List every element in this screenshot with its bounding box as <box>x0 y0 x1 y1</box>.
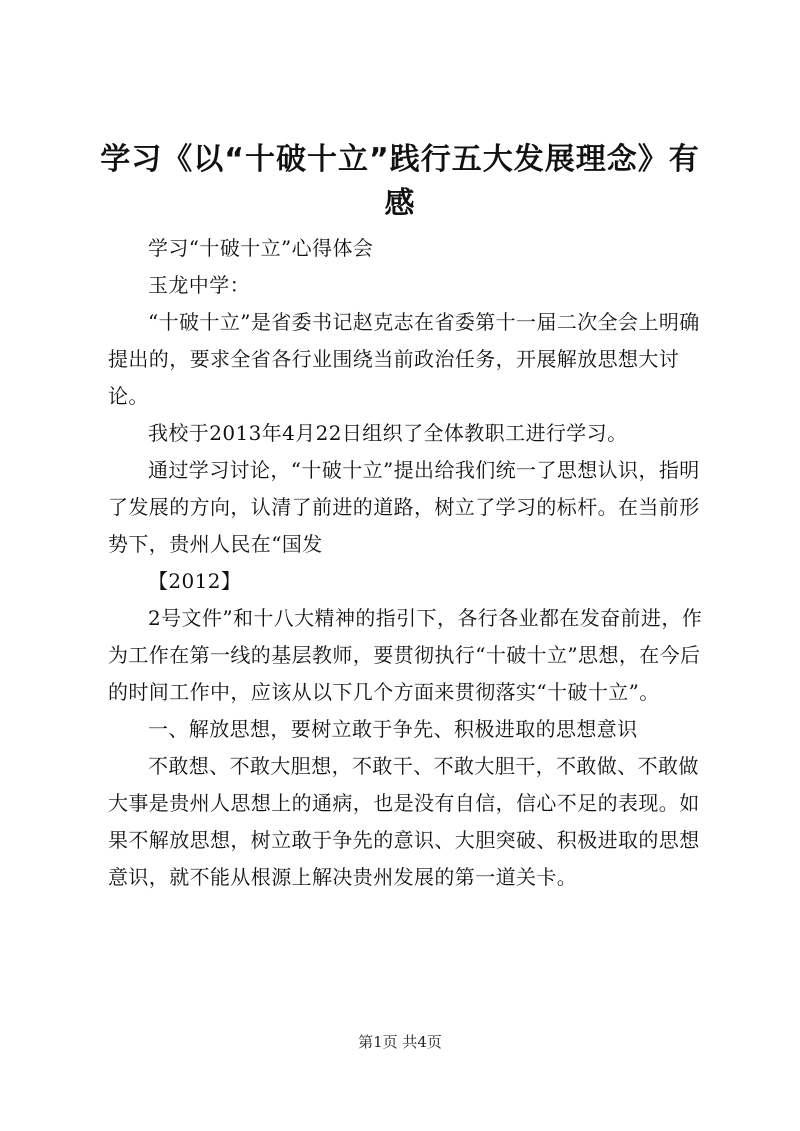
paragraph-document-guidance: 2号文件”和十八大精神的指引下，各行各业都在发奋前进，作为工作在第一线的基层教师，要贯彻执行“十破十立”思想，在今后的时间工作中，应该从以下几个方面来贯彻落实“十破十立”。 <box>108 606 703 704</box>
paragraph-discussion: 通过学习讨论，“十破十立”提出给我们统一了思想认识，指明了发展的方向，认清了前进的道路，树立了学习的标杆。在当前形势下，贵州人民在“国发 <box>108 458 700 556</box>
document-title: 学习《以“十破十立”践行五大发展理念》有感 <box>100 142 700 221</box>
paragraph-section-one: 不敢想、不敢大胆想，不敢干、不敢大胆干，不敢做、不敢做大事是贵州人思想上的通病，也是没有自信，信心不足的表现。如果不解放思想，树立敢于争先的意识、大胆突破、积极进取的思想意识，就不能从根源上解决贵州发展的第一道关卡。 <box>108 754 700 889</box>
paragraph-school: 玉龙中学： <box>148 273 250 297</box>
document-body <box>108 230 708 896</box>
page-number: 第1页 共4页 <box>358 1033 442 1051</box>
section-heading-one: 一、解放思想，要树立敢于争先、积极进取的思想意识 <box>148 717 638 741</box>
paragraph-date: 我校于2013年4月22日组织了全体教职工进行学习。 <box>148 421 628 445</box>
paragraph-intro: “十破十立”是省委书记赵克志在省委第十一届二次全会上明确提出的，要求全省各行业围绕当前政治任务，开展解放思想大讨论。 <box>108 310 700 408</box>
paragraph-year-note: 【2012】 <box>148 569 242 593</box>
paragraph-subtitle: 学习“十破十立”心得体会 <box>148 236 374 260</box>
